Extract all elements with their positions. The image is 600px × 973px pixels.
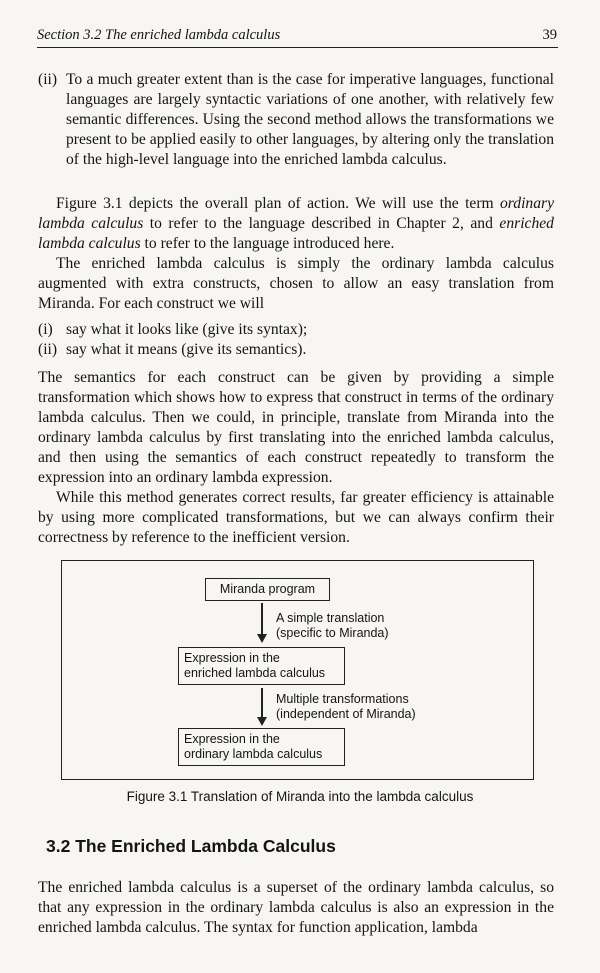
section-heading: 3.2 The Enriched Lambda Calculus bbox=[46, 836, 336, 856]
paragraph-figure-plan bbox=[38, 194, 554, 254]
arrow-label-line: (specific to Miranda) bbox=[276, 626, 389, 640]
arrow-1-label bbox=[276, 611, 389, 641]
page-number: 39 bbox=[542, 27, 557, 43]
arrow-label-line: A simple translation bbox=[276, 611, 385, 625]
box-label-line: enriched lambda calculus bbox=[184, 666, 326, 680]
box-label-line: ordinary lambda calculus bbox=[184, 747, 323, 761]
list-item-i-syntax bbox=[38, 320, 554, 340]
item-number: (ii) bbox=[38, 71, 58, 88]
running-head bbox=[37, 27, 557, 47]
paragraph-superset: The enriched lambda calculus is a superset of the ordinary lambda calculus, so that any expression in the ordinary lambda calculus is also an expression in the enriched lambda calculus. The syntax for function application, lambda bbox=[38, 879, 554, 936]
paragraph-semantics: The semantics for each construct can be given by providing a simple transformation which shows how to express that construct in terms of the ordinary lambda calculus. Then we could, in principle, translate from Miranda into the ordinary lambda calculus by first translating into the enriched lambda calculus, and then using the semantics of each construct repeatedly to transform the expression into an ordinary lambda expression. bbox=[38, 369, 554, 486]
paragraph-method: While this method generates correct results, far greater efficiency is attainable by using more complicated transformations, but we can always confirm their correctness by reference to the inefficient version. bbox=[38, 489, 554, 546]
box-enriched-expression bbox=[178, 647, 345, 685]
arrow-label-line: Multiple transformations bbox=[276, 692, 409, 706]
box-label: Miranda program bbox=[219, 582, 316, 596]
box-label-line: Expression in the bbox=[184, 651, 280, 665]
item-number: (i) bbox=[38, 321, 53, 338]
paragraph-enriched-definition: The enriched lambda calculus is simply the ordinary lambda calculus augmented with extra constructs, chosen to allow an easy translation from Miranda. For each construct we will bbox=[38, 255, 554, 312]
term-enriched-lambda-calculus: enriched lambda calculus bbox=[38, 215, 554, 252]
text-run: to refer to the language introduced here. bbox=[140, 235, 395, 252]
arrow-2-head bbox=[257, 717, 267, 726]
arrow-2-shaft bbox=[261, 688, 263, 718]
section-title: Section 3.2 The enriched lambda calculus bbox=[37, 27, 281, 43]
arrow-2-label bbox=[276, 692, 416, 722]
item-text: say what it means (give its semantics). bbox=[66, 341, 307, 358]
box-ordinary-expression bbox=[178, 728, 345, 766]
item-number: (ii) bbox=[38, 341, 58, 358]
figure-3-1 bbox=[61, 560, 534, 780]
text-run: to refer to the language described in Chapter 2, and bbox=[143, 215, 500, 232]
box-label-line: Expression in the bbox=[184, 732, 280, 746]
list-item-ii-languages bbox=[38, 70, 554, 170]
box-miranda-program bbox=[205, 578, 330, 601]
term-ordinary-lambda-calculus: ordinary lambda calculus bbox=[38, 195, 554, 232]
item-text: To a much greater extent than is the case for imperative languages, functional languages are largely syntactic variations of one another, with relatively few semantic differences. Using the second method allows the transformations we present to be applied easily to other languages, by altering only the translation of the high-level language into the enriched lambda calculus. bbox=[66, 71, 554, 168]
arrow-1-shaft bbox=[261, 603, 263, 635]
item-text: say what it looks like (give its syntax); bbox=[66, 321, 308, 338]
arrow-label-line: (independent of Miranda) bbox=[276, 707, 416, 721]
header-rule bbox=[37, 47, 558, 48]
text-run: Figure 3.1 depicts the overall plan of action. We will use the term bbox=[56, 195, 500, 212]
figure-caption: Figure 3.1 Translation of Miranda into the lambda calculus bbox=[126, 789, 474, 804]
arrow-1-head bbox=[257, 634, 267, 643]
list-item-ii-semantics bbox=[38, 340, 554, 360]
